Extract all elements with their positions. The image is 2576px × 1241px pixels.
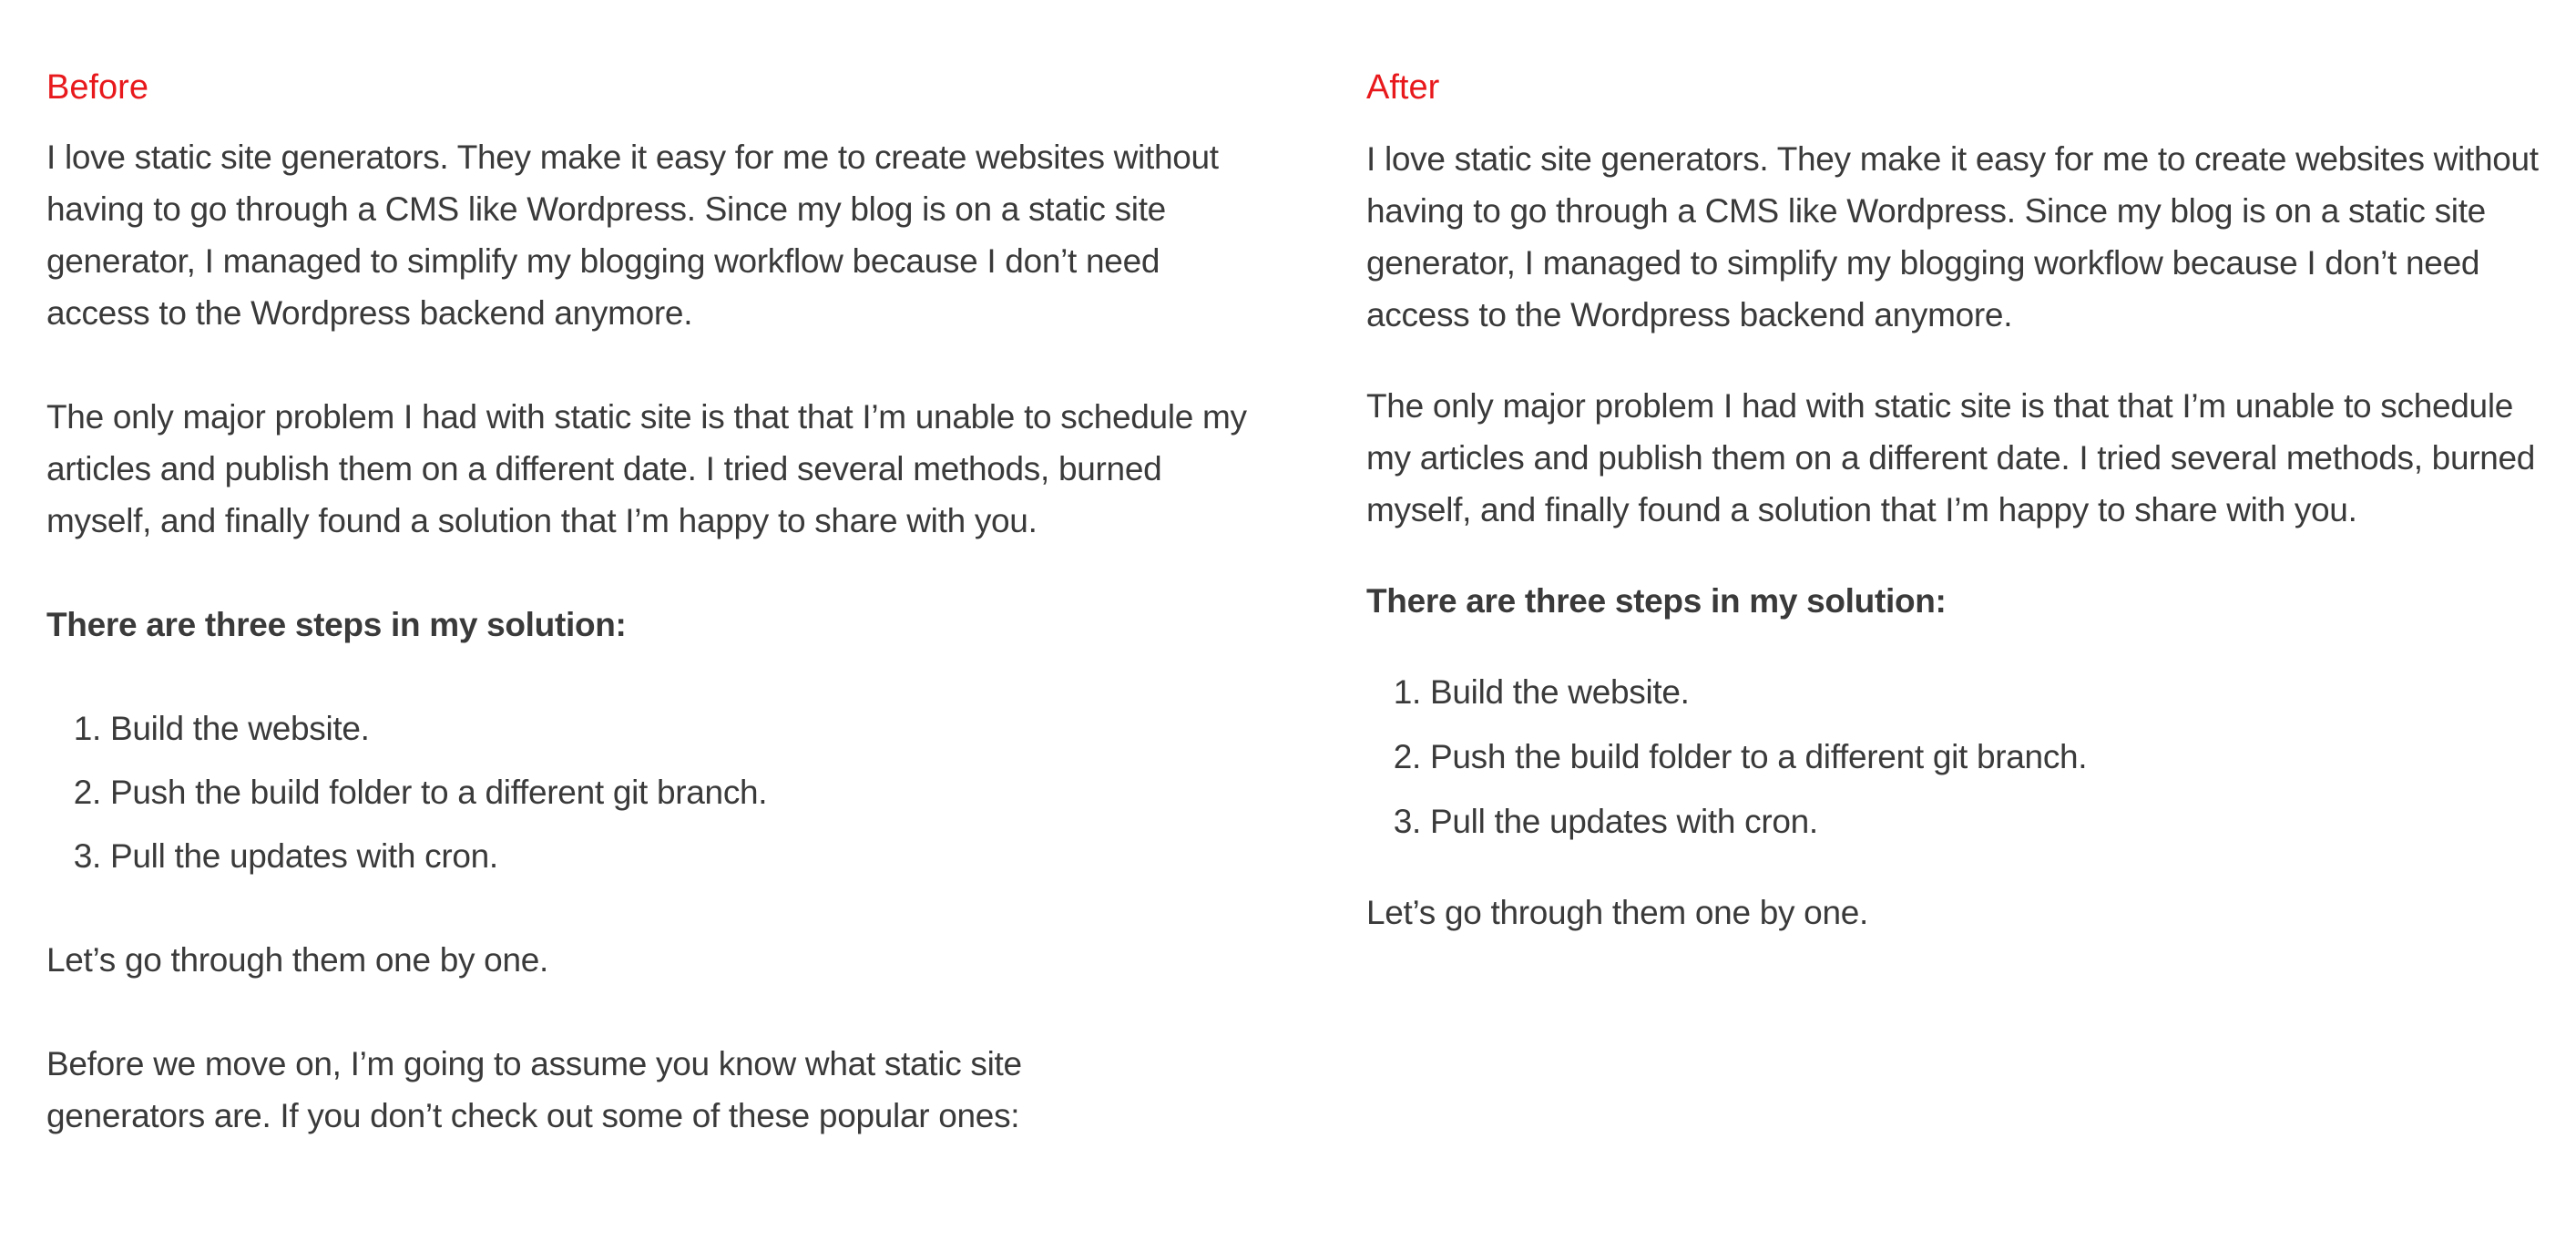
before-paragraph-2: The only major problem I had with static site is that that I’m unable to schedule my articles and publish them on a different date. I tried several methods, burned myself, and finally found a solution that I’m happy to share with you. — [46, 398, 1247, 539]
after-outro: Let’s go through them one by one. — [1366, 894, 1868, 931]
before-steps-heading: There are three steps in my solution: — [46, 606, 627, 643]
after-label: After — [1366, 68, 1440, 107]
before-steps-list — [46, 703, 1258, 882]
before-paragraph-1: I love static site generators. They make it easy for me to create websites without having to go through a CMS like Wordpress. Since my blog is on a static site generator, I managed to simplify my blogging workflow because I don’t need access to the Wordpress backend anymore. — [46, 138, 1219, 332]
before-label: Before — [46, 68, 148, 107]
after-steps-list — [1366, 666, 2550, 847]
after-article — [1366, 133, 2550, 938]
before-step-1: 1. Build the website. — [110, 703, 1258, 754]
before-step-3: 3. Pull the updates with cron. — [110, 830, 1258, 882]
before-outro: Let’s go through them one by one. — [46, 941, 548, 979]
before-article — [46, 131, 1258, 1142]
after-step-2: 2. Push the build folder to a different git branch. — [1430, 731, 2550, 783]
after-paragraph-2: The only major problem I had with static site is that that I’m unable to schedule my articles and publish them on a different date. I tried several methods, burned myself, and finally found a solution that I’m happy to share with you. — [1366, 387, 2536, 528]
after-paragraph-1: I love static site generators. They make it easy for me to create websites without having to go through a CMS like Wordpress. Since my blog is on a static site generator, I managed to simplify my blogging workflow because I don’t need access to the Wordpress backend anymore. — [1366, 140, 2539, 333]
before-step-2: 2. Push the build folder to a different git branch. — [110, 766, 1258, 818]
after-steps-heading: There are three steps in my solution: — [1366, 582, 1947, 620]
after-step-3: 3. Pull the updates with cron. — [1430, 795, 2550, 847]
before-extra-paragraph: Before we move on, I’m going to assume you know what static site generators are. If you don’t check out some of these popular ones: — [46, 1045, 1022, 1134]
after-step-1: 1. Build the website. — [1430, 666, 2550, 718]
